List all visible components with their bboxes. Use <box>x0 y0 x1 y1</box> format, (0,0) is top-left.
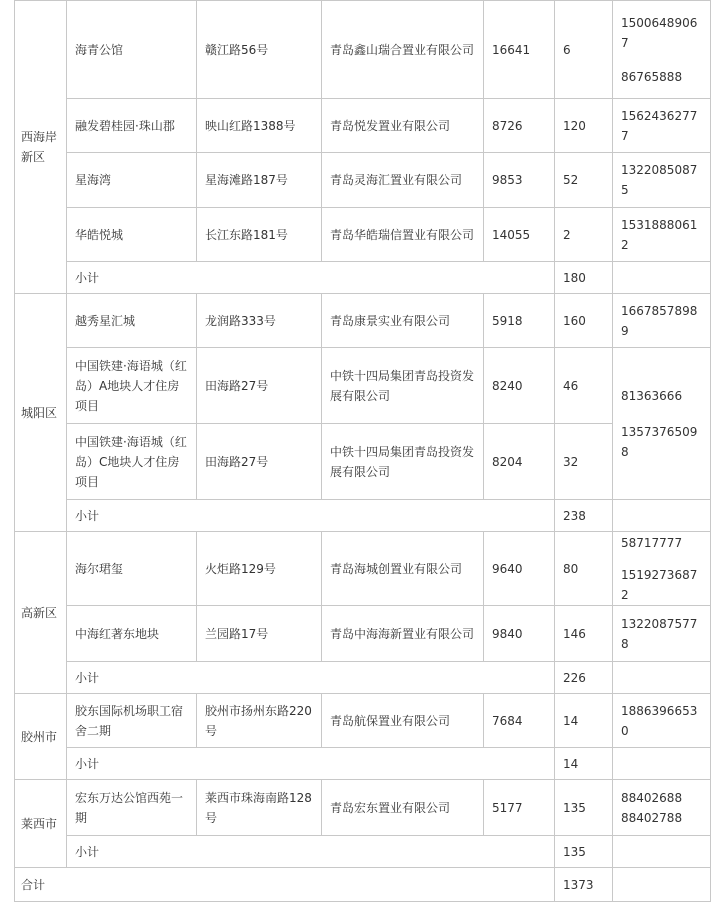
project-name: 华皓悦城 <box>67 208 197 262</box>
housing-projects-table <box>14 0 711 902</box>
project-name: 中海红著东地块 <box>67 606 197 662</box>
phone-number: 86765888 <box>621 69 683 84</box>
project-address: 田海路27号 <box>197 424 322 500</box>
district-cell: 莱西市 <box>15 780 67 868</box>
project-address: 映山红路1388号 <box>197 99 322 153</box>
district-cell: 西海岸新区 <box>15 1 67 294</box>
area-value: 8726 <box>484 99 555 153</box>
area-value: 8240 <box>484 348 555 424</box>
subtotal-row <box>15 500 711 532</box>
table-row <box>15 294 711 348</box>
project-name: 中国铁建·海语城（红岛）C地块人才住房项目 <box>67 424 197 500</box>
area-value: 9840 <box>484 606 555 662</box>
phone-number: 15318880612 <box>613 208 711 262</box>
project-name: 中国铁建·海语城（红岛）A地块人才住房项目 <box>67 348 197 424</box>
area-value: 9640 <box>484 532 555 606</box>
subtotal-value: 180 <box>555 262 613 294</box>
project-address: 火炬路129号 <box>197 532 322 606</box>
subtotal-value: 14 <box>555 748 613 780</box>
table-row <box>15 694 711 748</box>
units-value: 135 <box>555 780 613 836</box>
table-row <box>15 153 711 208</box>
developer-company: 青岛宏东置业有限公司 <box>322 780 484 836</box>
units-value: 46 <box>555 348 613 424</box>
subtotal-row <box>15 836 711 868</box>
phone-number: 15006489067 <box>621 15 698 50</box>
area-value: 8204 <box>484 424 555 500</box>
phone-cell <box>613 348 711 500</box>
developer-company: 青岛航保置业有限公司 <box>322 694 484 748</box>
table-row <box>15 532 711 606</box>
units-value: 32 <box>555 424 613 500</box>
total-value: 1373 <box>555 868 613 902</box>
project-name: 胶东国际机场职工宿舍二期 <box>67 694 197 748</box>
units-value: 120 <box>555 99 613 153</box>
units-value: 160 <box>555 294 613 348</box>
phone-number: 13220850875 <box>613 153 711 208</box>
subtotal-label: 小计 <box>67 662 555 694</box>
empty-cell <box>613 500 711 532</box>
developer-company: 青岛海城创置业有限公司 <box>322 532 484 606</box>
phone-cell <box>613 780 711 836</box>
phone-number: 88402688 <box>621 790 683 805</box>
project-address: 龙润路333号 <box>197 294 322 348</box>
phone-number: 18863966530 <box>613 694 711 748</box>
units-value: 2 <box>555 208 613 262</box>
project-name: 星海湾 <box>67 153 197 208</box>
subtotal-value: 226 <box>555 662 613 694</box>
area-value: 7684 <box>484 694 555 748</box>
project-address: 胶州市扬州东路220号 <box>197 694 322 748</box>
table-row <box>15 606 711 662</box>
empty-cell <box>613 262 711 294</box>
phone-number: 13573765098 <box>621 424 698 459</box>
project-address: 星海滩路187号 <box>197 153 322 208</box>
empty-cell <box>613 748 711 780</box>
phone-number: 15192736872 <box>621 567 698 602</box>
empty-cell <box>613 868 711 902</box>
empty-cell <box>613 662 711 694</box>
developer-company: 青岛悦发置业有限公司 <box>322 99 484 153</box>
area-value: 14055 <box>484 208 555 262</box>
table-row <box>15 424 711 500</box>
units-value: 146 <box>555 606 613 662</box>
total-label: 合计 <box>15 868 555 902</box>
developer-company: 中铁十四局集团青岛投资发展有限公司 <box>322 348 484 424</box>
project-address: 长江东路181号 <box>197 208 322 262</box>
phone-number: 81363666 <box>621 388 683 403</box>
developer-company: 中铁十四局集团青岛投资发展有限公司 <box>322 424 484 500</box>
units-value: 14 <box>555 694 613 748</box>
table-row <box>15 780 711 836</box>
subtotal-label: 小计 <box>67 500 555 532</box>
project-name: 融发碧桂园·珠山郡 <box>67 99 197 153</box>
subtotal-label: 小计 <box>67 748 555 780</box>
area-value: 5918 <box>484 294 555 348</box>
table-row <box>15 1 711 99</box>
project-name: 宏东万达公馆西苑一期 <box>67 780 197 836</box>
phone-number: 16678578989 <box>613 294 711 348</box>
phone-number: 58717777 <box>621 535 683 550</box>
table-row <box>15 208 711 262</box>
project-name: 越秀星汇城 <box>67 294 197 348</box>
phone-number: 13220875778 <box>613 606 711 662</box>
phone-number: 88402788 <box>621 810 683 825</box>
developer-company: 青岛康景实业有限公司 <box>322 294 484 348</box>
project-address: 田海路27号 <box>197 348 322 424</box>
area-value: 5177 <box>484 780 555 836</box>
developer-company: 青岛中海海新置业有限公司 <box>322 606 484 662</box>
subtotal-label: 小计 <box>67 262 555 294</box>
developer-company: 青岛鑫山瑞合置业有限公司 <box>322 1 484 99</box>
district-cell: 胶州市 <box>15 694 67 780</box>
project-address: 赣江路56号 <box>197 1 322 99</box>
phone-cell <box>613 532 711 606</box>
subtotal-value: 135 <box>555 836 613 868</box>
empty-cell <box>613 836 711 868</box>
subtotal-row <box>15 748 711 780</box>
area-value: 9853 <box>484 153 555 208</box>
total-row <box>15 868 711 902</box>
table-container <box>14 0 711 902</box>
project-address: 莱西市珠海南路128号 <box>197 780 322 836</box>
developer-company: 青岛灵海汇置业有限公司 <box>322 153 484 208</box>
area-value: 16641 <box>484 1 555 99</box>
table-row <box>15 348 711 424</box>
subtotal-value: 238 <box>555 500 613 532</box>
units-value: 6 <box>555 1 613 99</box>
district-cell: 高新区 <box>15 532 67 694</box>
subtotal-label: 小计 <box>67 836 555 868</box>
district-cell: 城阳区 <box>15 294 67 532</box>
units-value: 80 <box>555 532 613 606</box>
project-address: 兰园路17号 <box>197 606 322 662</box>
table-row <box>15 99 711 153</box>
phone-number: 15624362777 <box>613 99 711 153</box>
phone-cell <box>613 1 711 99</box>
units-value: 52 <box>555 153 613 208</box>
subtotal-row <box>15 662 711 694</box>
project-name: 海尔珺玺 <box>67 532 197 606</box>
subtotal-row <box>15 262 711 294</box>
project-name: 海青公馆 <box>67 1 197 99</box>
developer-company: 青岛华皓瑞信置业有限公司 <box>322 208 484 262</box>
